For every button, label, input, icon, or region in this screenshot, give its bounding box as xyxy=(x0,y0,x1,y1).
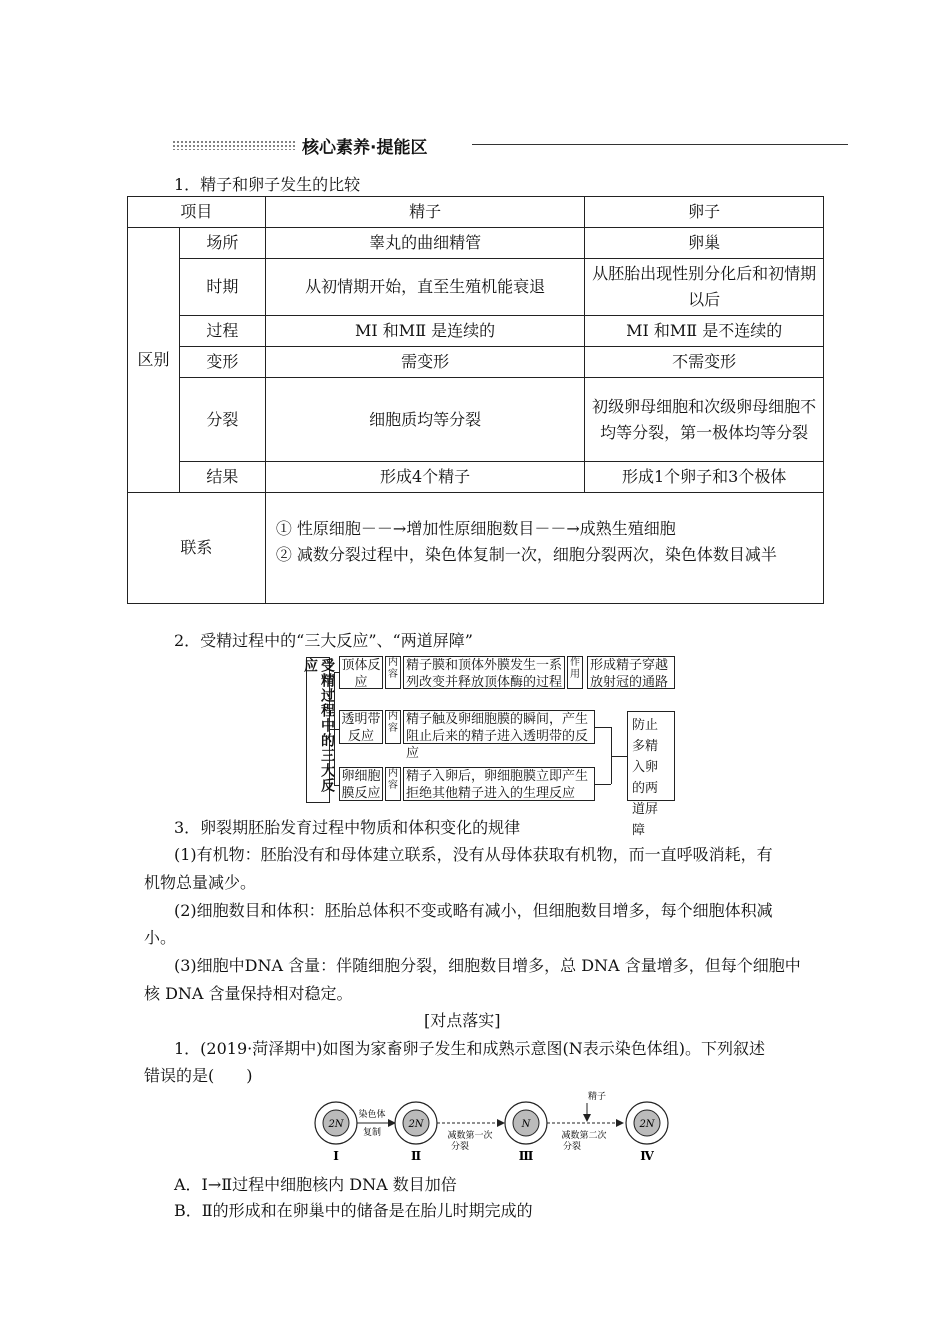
table-row xyxy=(128,347,824,378)
link-line-2: ② 减数分裂过程中，染色体复制一次，细胞分裂两次，染色体数目减半 xyxy=(275,545,777,564)
item3-p2b: 小。 xyxy=(144,928,177,947)
r1-content: 精子膜和顶体外膜发生一系列改变并释放顶体酶的过程 xyxy=(403,656,565,689)
egg-cell: 从胚胎出现性别分化后和初情期以后 xyxy=(585,259,824,316)
egg-cell: 形成1个卵子和3个极体 xyxy=(585,462,824,493)
egg-cell: MⅠ 和MⅡ 是不连续的 xyxy=(585,316,824,347)
item3-p1a: (1)有机物：胚胎没有和母体建立联系，没有从母体获取有机物，而一直呼吸消耗，有 xyxy=(174,845,773,864)
table-row xyxy=(128,493,824,604)
r1-effect-label: 作用 xyxy=(567,656,583,689)
group-label: 区别 xyxy=(128,228,180,493)
barrier-box: 防止多精入卵的两道屏障 xyxy=(627,711,675,801)
header-egg: 卵子 xyxy=(585,197,824,228)
cell-4-label: 2N xyxy=(639,1119,655,1130)
link-line-1: ① 性原细胞－－→增加性原细胞数目－－→成熟生殖细胞 xyxy=(275,519,676,538)
sperm-cell: 从初情期开始，直至生殖机能衰退 xyxy=(265,259,584,316)
question-1-line-b: 错误的是( ) xyxy=(144,1066,253,1085)
bracket-line xyxy=(611,756,627,757)
row-label: 分裂 xyxy=(179,378,265,462)
cell-3-label: N xyxy=(521,1119,531,1130)
header-dot-pattern xyxy=(172,140,297,150)
arrow-1-label-a: 染色体 xyxy=(358,1110,386,1120)
sperm-cell: 细胞质均等分裂 xyxy=(265,378,584,462)
item3-heading: 3．卵裂期胚胎发育过程中物质和体积变化的规律 xyxy=(174,818,521,837)
comparison-table xyxy=(127,196,824,604)
row-label: 变形 xyxy=(179,347,265,378)
section-title: 核心素养·提能区 xyxy=(302,138,428,158)
table-row xyxy=(128,228,824,259)
table-header-row xyxy=(128,197,824,228)
r2-content: 精子触及卵细胞膜的瞬间，产生阻止后来的精子进入透明带的反应 xyxy=(403,710,595,744)
header-sperm: 精子 xyxy=(265,197,584,228)
r1-effect: 形成精子穿越放射冠的通路 xyxy=(587,656,675,689)
link-label: 联系 xyxy=(128,493,266,604)
section-header xyxy=(172,133,848,157)
table-row xyxy=(128,462,824,493)
item3-p3a: (3)细胞中DNA 含量：伴随细胞分裂，细胞数目增多，总 DNA 含量增多，但每个细胞中 xyxy=(174,956,801,975)
stage-1-numeral: Ⅰ xyxy=(333,1149,339,1163)
cell-1-label: 2N xyxy=(328,1119,344,1130)
r2-content-label: 内容 xyxy=(385,710,401,744)
sperm-cell: MⅠ 和MⅡ 是连续的 xyxy=(265,316,584,347)
cell-3 xyxy=(505,1102,547,1163)
egg-cell: 不需变形 xyxy=(585,347,824,378)
oocyte-figure xyxy=(300,1088,680,1164)
table-row xyxy=(128,259,824,316)
row-label: 结果 xyxy=(179,462,265,493)
r1-content-label: 内容 xyxy=(385,656,401,689)
r1-name: 顶体反应 xyxy=(339,656,383,689)
sperm-label: 精子 xyxy=(587,1092,607,1102)
row-label: 场所 xyxy=(179,228,265,259)
item3-p3b: 核 DNA 含量保持相对稳定。 xyxy=(144,984,353,1003)
header-rule xyxy=(472,144,848,145)
arrow-1-label-b: 复制 xyxy=(362,1128,382,1138)
egg-cell: 卵巢 xyxy=(585,228,824,259)
cell-4 xyxy=(626,1102,668,1163)
stage-2-numeral: Ⅱ xyxy=(410,1149,422,1163)
sperm-cell: 形成4个精子 xyxy=(265,462,584,493)
arrow-2-label-b: 分裂 xyxy=(450,1142,470,1152)
r2-name: 透明带反应 xyxy=(339,710,383,744)
practice-heading: [对点落实] xyxy=(424,1011,501,1030)
table-row xyxy=(128,316,824,347)
sperm-cell: 睾丸的曲细精管 xyxy=(265,228,584,259)
r3-content-label: 内容 xyxy=(385,767,401,801)
question-1-line-a: 1．(2019·菏泽期中)如图为家畜卵子发生和成熟示意图(N表示染色体组)。下列叙述 xyxy=(174,1039,765,1058)
diagram-main-label: 受精过程中的三大反应 xyxy=(306,657,330,803)
egg-cell: 初级卵母细胞和次级卵母细胞不均等分裂，第一极体均等分裂 xyxy=(585,378,824,462)
stage-3-numeral: Ⅲ xyxy=(518,1149,534,1163)
row-label: 时期 xyxy=(179,259,265,316)
r3-name: 卵细胞膜反应 xyxy=(339,767,383,801)
table-row xyxy=(128,378,824,462)
cell-1 xyxy=(315,1102,357,1163)
item3-p1b: 机物总量减少。 xyxy=(144,873,257,892)
arrow-2-label-a: 减数第一次 xyxy=(447,1131,493,1141)
bracket-line xyxy=(595,784,611,785)
sperm-cell: 需变形 xyxy=(265,347,584,378)
option-b: B．Ⅱ的形成和在卵巢中的储备是在胎儿时期完成的 xyxy=(174,1201,533,1220)
stage-4-numeral: Ⅳ xyxy=(640,1149,654,1163)
item3-p2a: (2)细胞数目和体积：胚胎总体积不变或略有减小，但细胞数目增多，每个细胞体积减 xyxy=(174,901,773,920)
arrow-3-label-a: 减数第二次 xyxy=(561,1131,607,1141)
header-item: 项目 xyxy=(128,197,266,228)
option-a: A．Ⅰ→Ⅱ过程中细胞核内 DNA 数目加倍 xyxy=(174,1175,457,1194)
row-label: 过程 xyxy=(179,316,265,347)
link-cell xyxy=(265,493,823,604)
r3-content: 精子入卵后，卵细胞膜立即产生拒绝其他精子进入的生理反应 xyxy=(403,767,595,801)
item1-heading: 1．精子和卵子发生的比较 xyxy=(174,175,361,194)
cell-2 xyxy=(395,1102,437,1163)
cell-2-label: 2N xyxy=(408,1119,424,1130)
item2-heading: 2．受精过程中的“三大反应”、“两道屏障” xyxy=(174,631,473,650)
bracket-line xyxy=(595,727,611,728)
arrow-3-label-b: 分裂 xyxy=(562,1142,582,1152)
